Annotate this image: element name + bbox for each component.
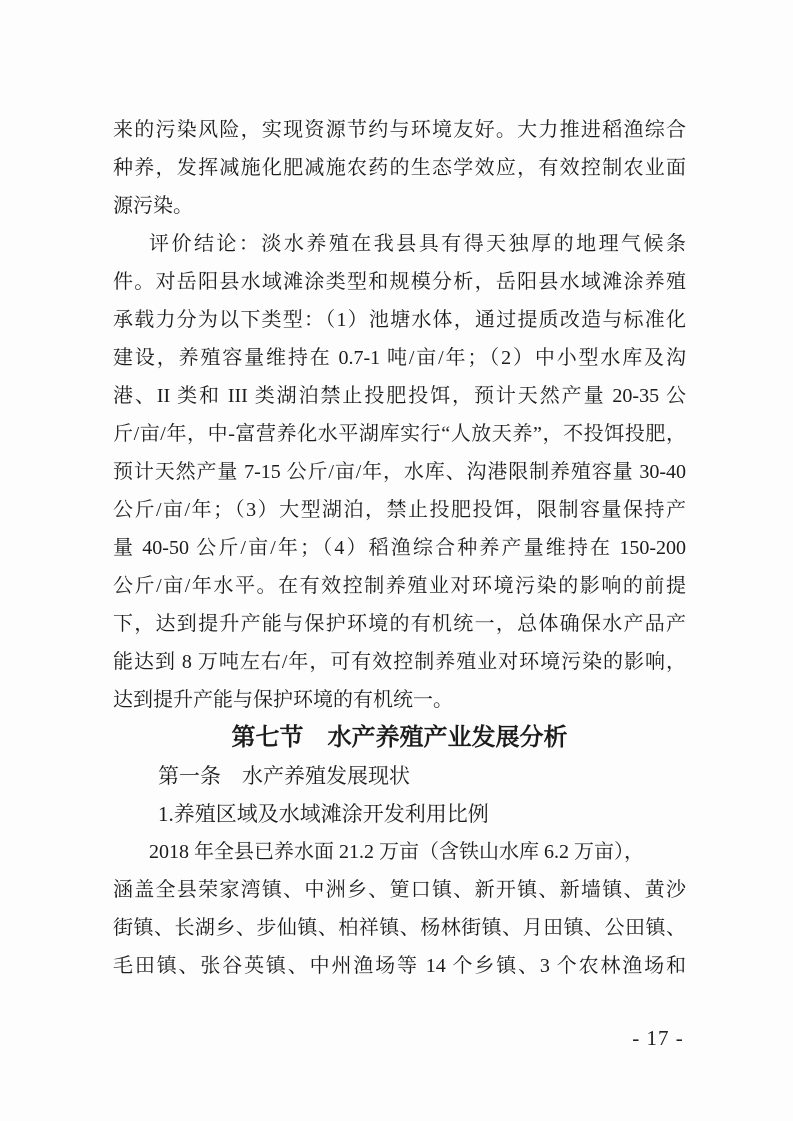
subsection-heading: 第一条 水产养殖发展现状 — [158, 764, 410, 788]
paragraph-line: 街镇、长湖乡、步仙镇、柏祥镇、杨林街镇、月田镇、公田镇、 — [113, 917, 686, 939]
paragraph-line: 2018 年全县已养水面 21.2 万亩（含铁山水库 6.2 万亩）， — [149, 841, 644, 863]
section-heading: 第七节 水产养殖产业发展分析 — [231, 724, 568, 751]
paragraph-line: 量 40-50 公斤/亩/年；（4）稻渔综合种养产量维持在 150-200 — [113, 537, 686, 559]
page-number: - 17 - — [632, 1026, 684, 1050]
paragraph-line: 种养，发挥减施化肥减施农药的生态学效应，有效控制农业面 — [113, 157, 686, 179]
paragraph-line: 涵盖全县荣家湾镇、中洲乡、筻口镇、新开镇、新墙镇、黄沙 — [113, 879, 686, 901]
paragraph-line: 毛田镇、张谷英镇、中州渔场等 14 个乡镇、3 个农林渔场和 — [113, 955, 686, 977]
paragraph-line: 公斤/亩/年；（3）大型湖泊，禁止投肥投饵，限制容量保持产 — [113, 499, 686, 521]
paragraph-line: 承载力分为以下类型：（1）池塘水体，通过提质改造与标准化 — [113, 309, 686, 331]
page-text-block — [113, 111, 686, 985]
paragraph-line: 来的污染风险，实现资源节约与环境友好。大力推进稻渔综合 — [113, 119, 686, 141]
paragraph-line: 下，达到提升产能与保护环境的有机统一，总体确保水产品产 — [113, 613, 686, 635]
paragraph-line: 公斤/亩/年水平。在有效控制养殖业对环境污染的影响的前提 — [113, 575, 686, 597]
paragraph-line: 评价结论：淡水养殖在我县具有得天独厚的地理气候条 — [149, 233, 686, 255]
paragraph-line: 斤/亩/年，中-富营养化水平湖库实行“人放天养”，不投饵投肥， — [113, 423, 686, 445]
paragraph-line: 建设，养殖容量维持在 0.7-1 吨/亩/年；（2）中小型水库及沟 — [113, 347, 686, 369]
paragraph-line: 件。对岳阳县水域滩涂类型和规模分析，岳阳县水域滩涂养殖 — [113, 271, 686, 293]
item-heading: 1.养殖区域及水域滩涂开发利用比例 — [158, 802, 489, 826]
paragraph-line: 源污染。 — [113, 195, 193, 217]
paragraph-line: 预计天然产量 7-15 公斤/亩/年，水库、沟港限制养殖容量 30-40 — [113, 461, 686, 483]
paragraph-line: 能达到 8 万吨左右/年，可有效控制养殖业对环境污染的影响， — [113, 651, 686, 673]
paragraph-line: 达到提升产能与保护环境的有机统一。 — [113, 689, 453, 711]
paragraph-line: 港、II 类和 III 类湖泊禁止投肥投饵，预计天然产量 20-35 公 — [113, 385, 686, 407]
